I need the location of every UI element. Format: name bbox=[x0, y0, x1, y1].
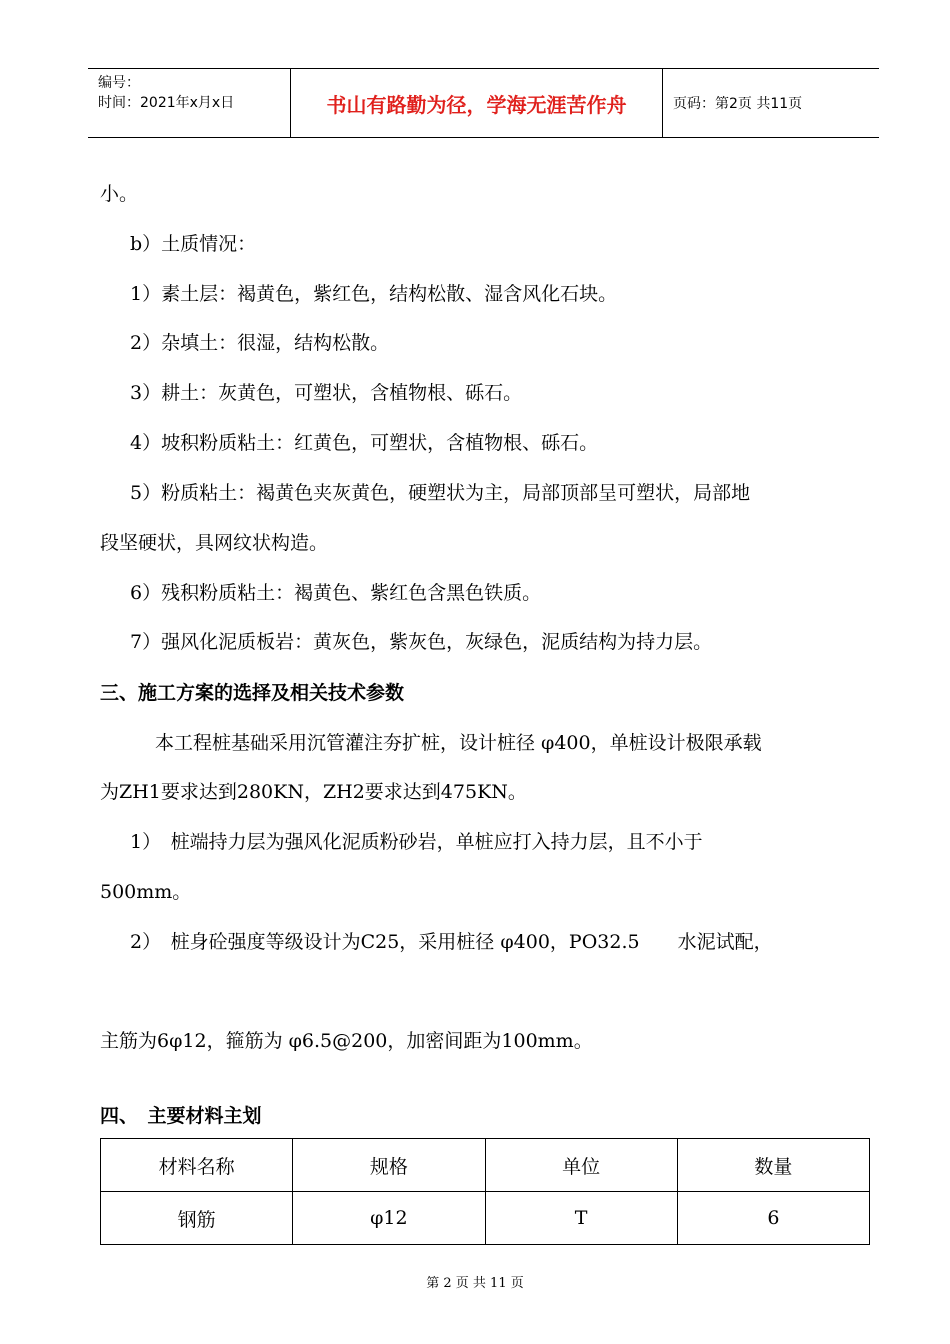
paragraph: 1） 桩端持力层为强风化泥质粉砂岩，单桩应打入持力层，且不小于 bbox=[130, 831, 703, 853]
paragraph: 段坚硬状，具网纹状构造。 bbox=[100, 532, 329, 554]
paragraph: 6）残积粉质粘土：褐黄色、紫红色含黑色铁质。 bbox=[130, 582, 542, 604]
document-time: 时间：2021年x月x日 bbox=[98, 95, 235, 111]
table-header-row bbox=[101, 1139, 870, 1192]
page-footer: 第 2 页 共 11 页 bbox=[426, 1276, 524, 1291]
paragraph: 1）素土层：褐黄色，紫红色，结构松散、湿含风化石块。 bbox=[130, 283, 618, 305]
paragraph: b）土质情况： bbox=[130, 233, 257, 255]
table-header-cell: 单位 bbox=[485, 1139, 677, 1192]
paragraph: 主筋为6φ12，箍筋为 φ6.5@200，加密间距为100mm。 bbox=[100, 1030, 593, 1052]
paragraph: 2） 桩身砼强度等级设计为C25，采用桩径 φ400，PO32.5 水泥试配， bbox=[130, 931, 773, 953]
table-cell: φ12 bbox=[293, 1192, 485, 1245]
paragraph: 5）粉质粘土：褐黄色夹灰黄色，硬塑状为主，局部顶部呈可塑状，局部地 bbox=[130, 482, 751, 504]
table-header-cell: 数量 bbox=[677, 1139, 869, 1192]
paragraph: 2）杂填土：很湿，结构松散。 bbox=[130, 332, 390, 354]
table-header-cell: 材料名称 bbox=[101, 1139, 293, 1192]
paragraph: 4）坡积粉质粘土：红黄色，可塑状，含植物根、砾石。 bbox=[130, 432, 599, 454]
paragraph: 为ZH1要求达到280KN，ZH2要求达到475KN。 bbox=[100, 781, 527, 803]
table-cell: T bbox=[485, 1192, 677, 1245]
section-heading-4: 四、 主要材料主划 bbox=[100, 1105, 262, 1127]
header-motto: 书山有路勤为径，学海无涯苦作舟 bbox=[291, 69, 663, 137]
section-heading-3: 三、施工方案的选择及相关技术参数 bbox=[100, 682, 405, 704]
table-header-cell: 规格 bbox=[293, 1139, 485, 1192]
header-page-info: 页码：第2页 共11页 bbox=[673, 96, 803, 112]
paragraph: 本工程桩基础采用沉管灌注夯扩桩，设计桩径 φ400，单桩设计极限承载 bbox=[155, 732, 762, 754]
paragraph: 500mm。 bbox=[100, 881, 192, 903]
table-cell: 钢筋 bbox=[101, 1192, 293, 1245]
paragraph: 7）强风化泥质板岩：黄灰色，紫灰色，灰绿色，泥质结构为持力层。 bbox=[130, 631, 713, 653]
materials-table bbox=[100, 1138, 870, 1245]
page-header bbox=[88, 68, 879, 138]
header-meta bbox=[88, 69, 291, 137]
table-cell: 6 bbox=[677, 1192, 869, 1245]
document-number: 编号： bbox=[98, 75, 140, 91]
paragraph: 小。 bbox=[100, 183, 139, 205]
table-row bbox=[101, 1192, 870, 1245]
paragraph: 3）耕土：灰黄色，可塑状，含植物根、砾石。 bbox=[130, 382, 523, 404]
